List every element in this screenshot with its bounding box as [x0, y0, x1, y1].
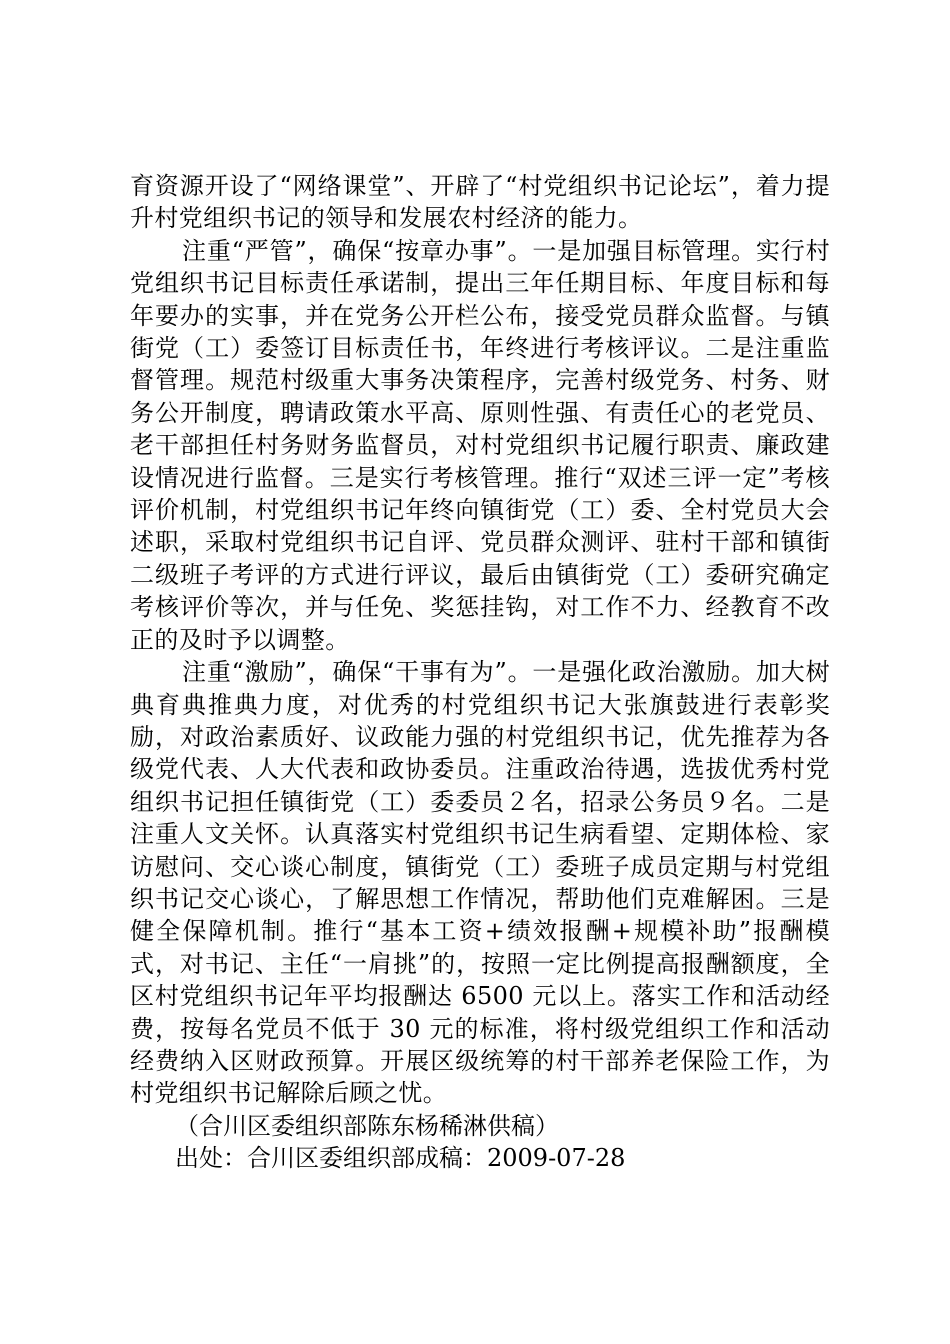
document-page: [130, 170, 830, 1175]
source-line: 出处：合川区委组织部成稿：2009-07-28: [175, 1144, 626, 1173]
contributor-line: （合川区委组织部陈东杨稀淋供稿）: [175, 1111, 559, 1140]
paragraph-opening: 育资源开设了“网络课堂”、开辟了“村党组织书记论坛”，着力提升村党组织书记的领导和发展农村经济的能力。: [130, 172, 830, 233]
paragraph-strict-management: 注重“严管”，确保“按章办事”。一是加强目标管理。实行村党组织书记目标责任承诺制，提出三年任期目标、年度目标和每年要办的实事，并在党务公开栏公布，接受党员群众监督。与镇街党（工）委签订目标责任书，年终进行考核评议。二是注重监督管理。规范村级重大事务决策程序，完善村级党务、村务、财务公开制度，聘请政策水平高、原则性强、有责任心的老党员、老干部担任村务财务监督员，对村党组织书记履行职责、廉政建设情况进行监督。三是实行考核管理。推行“双述三评一定”考核评价机制，村党组织书记年终向镇街党（工）委、全村党员大会述职，采取村党组织书记自评、党员群众测评、驻村干部和镇街二级班子考评的方式进行评议，最后由镇街党（工）委研究确定考核评价等次，并与任免、奖惩挂钩，对工作不力、经教育不改正的及时予以调整。: [130, 236, 830, 654]
paragraph-incentives: 注重“激励”，确保“干事有为”。一是强化政治激励。加大树典育典推典力度，对优秀的村党组织书记大张旗鼓进行表彰奖励，对政治素质好、议政能力强的村党组织书记，优先推荐为各级党代表、人大代表和政协委员。注重政治待遇，选拔优秀村党组织书记担任镇街党（工）委委员２名，招录公务员９名。二是注重人文关怀。认真落实村党组织书记生病看望、定期体检、家访慰问、交心谈心制度，镇街党（工）委班子成员定期与村党组织书记交心谈心，了解思想工作情况，帮助他们克难解困。三是健全保障机制。推行“基本工资+绩效报酬+规模补助”报酬模式，对书记、主任“一肩挑”的，按照一定比例提高报酬额度，全区村党组织书记年平均报酬达 6500 元以上。落实工作和活动经费，按每名党员不低于 30 元的标准，将村级党组织工作和活动经费纳入区财政预算。开展区级统筹的村干部养老保险工作，为村党组织书记解除后顾之忧。: [130, 658, 830, 1108]
